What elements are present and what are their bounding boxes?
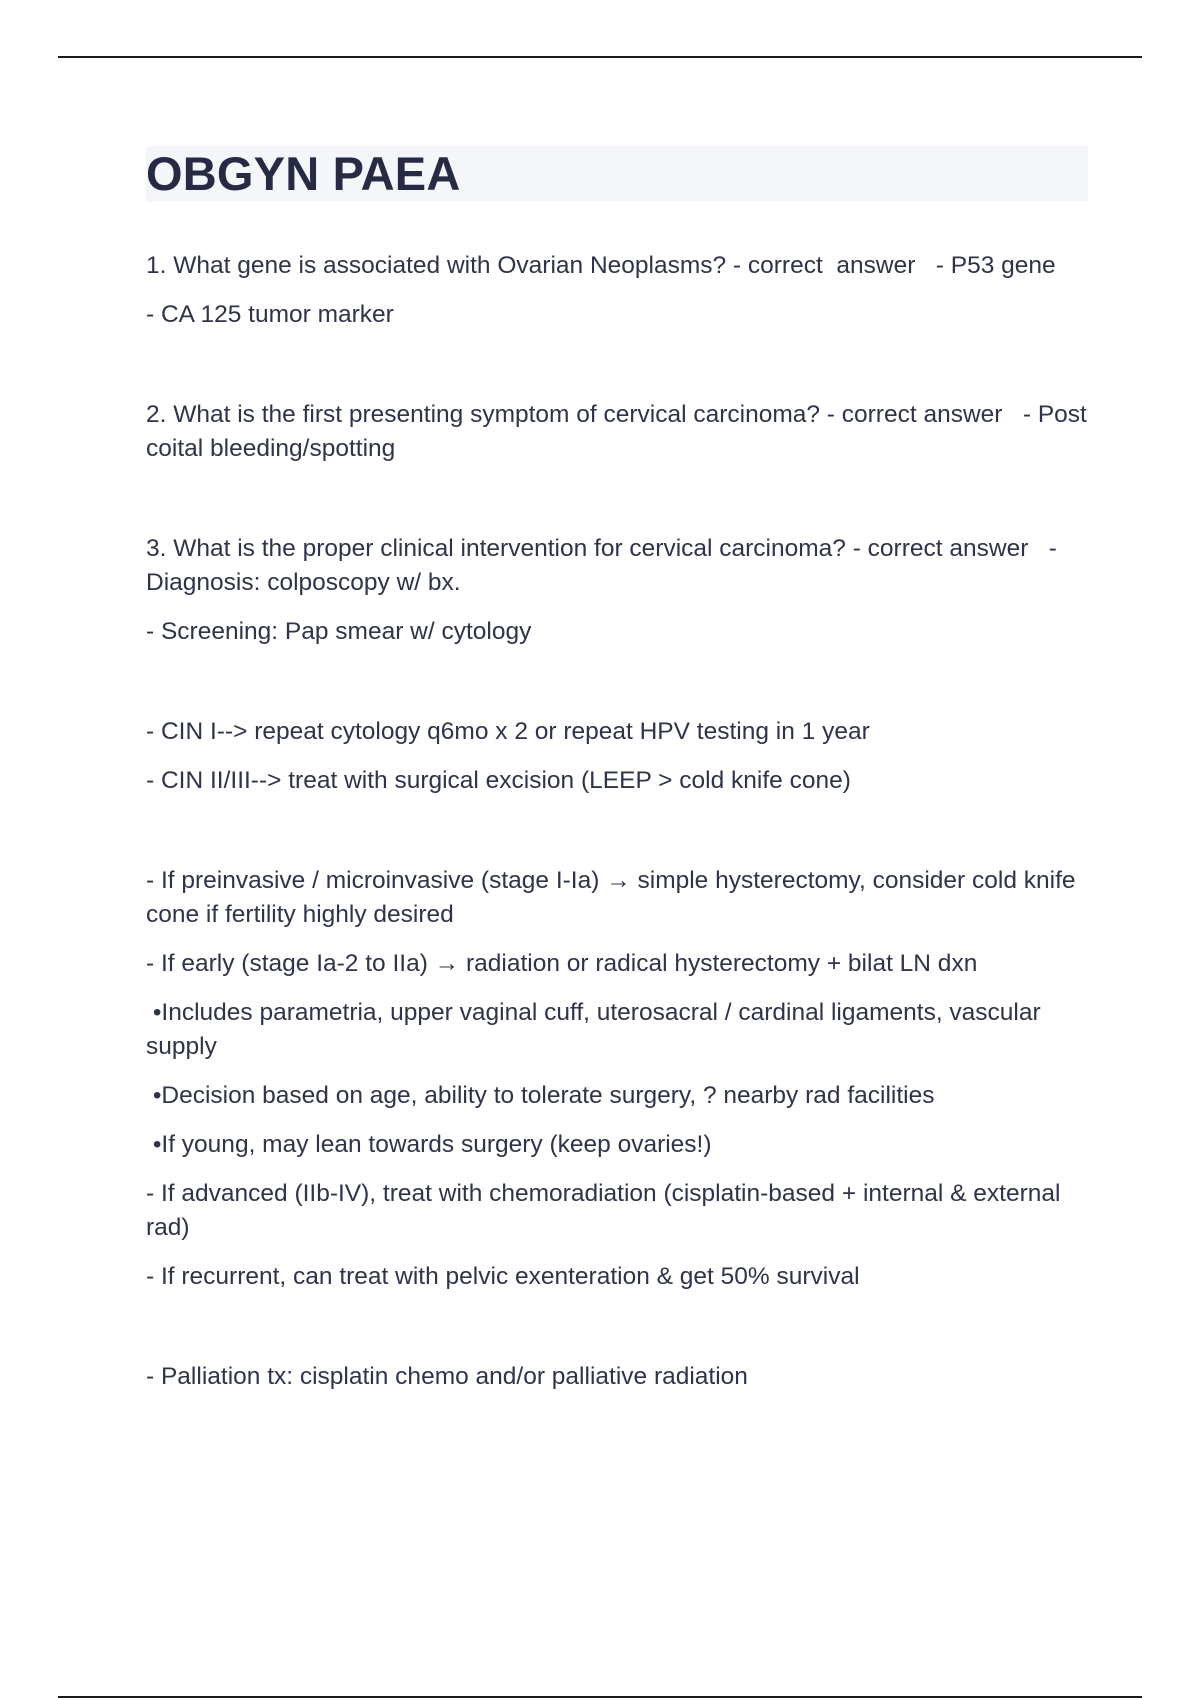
title-band — [146, 146, 1088, 202]
paragraph-q1: 1. What gene is associated with Ovarian Neoplasms? - correct answer - P53 gene — [146, 252, 1056, 279]
paragraph-q1-detail: - CA 125 tumor marker — [146, 301, 394, 328]
paragraph-recurrent: - If recurrent, can treat with pelvic exenteration & get 50% survival — [146, 1263, 860, 1290]
paragraph-q2: 2. What is the first presenting symptom of cervical carcinoma? - correct answer - Post coital bleeding/spotting — [146, 401, 1094, 462]
paragraph-q3: 3. What is the proper clinical intervention for cervical carcinoma? - correct answer - Diagnosis: colposcopy w/ bx. — [146, 535, 1064, 596]
bottom-divider — [58, 1696, 1142, 1698]
bullet-includes: •Includes parametria, upper vaginal cuff, uterosacral / cardinal ligaments, vascular supply — [146, 999, 1048, 1060]
paragraph-cin1: - CIN I--> repeat cytology q6mo x 2 or repeat HPV testing in 1 year — [146, 718, 870, 745]
top-divider — [58, 56, 1142, 58]
bullet-young: •If young, may lean towards surgery (keep ovaries!) — [146, 1131, 712, 1158]
paragraph-preinvasive: - If preinvasive / microinvasive (stage I-Ia) → simple hysterectomy, consider cold knife cone if fertility highly desired — [146, 867, 1083, 928]
paragraph-cin2: - CIN II/III--> treat with surgical excision (LEEP > cold knife cone) — [146, 767, 851, 794]
paragraph-screening: - Screening: Pap smear w/ cytology — [146, 618, 532, 645]
paragraph-early: - If early (stage Ia-2 to IIa) → radiation or radical hysterectomy + bilat LN dxn — [146, 950, 978, 977]
paragraph-advanced: - If advanced (IIb-IV), treat with chemoradiation (cisplatin-based + internal & external rad) — [146, 1180, 1068, 1241]
document-body — [146, 146, 1094, 1394]
paragraph-palliation: - Palliation tx: cisplatin chemo and/or palliative radiation — [146, 1363, 748, 1390]
page-title: OBGYN PAEA — [146, 147, 461, 200]
bullet-decision: •Decision based on age, ability to tolerate surgery, ? nearby rad facilities — [146, 1082, 935, 1109]
